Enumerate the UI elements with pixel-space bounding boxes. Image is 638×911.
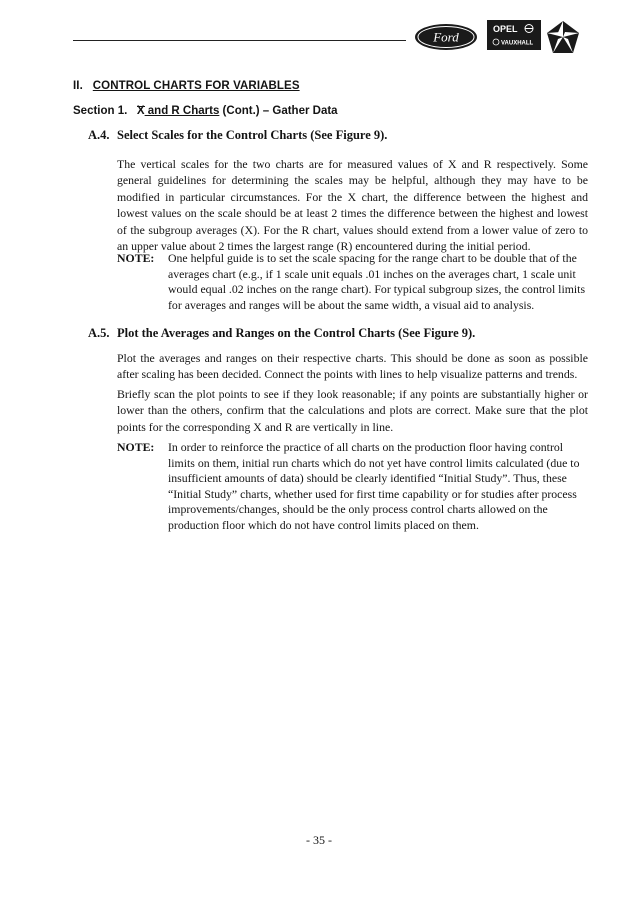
a5-heading: [88, 326, 475, 341]
a5-number: A.5.: [88, 326, 110, 340]
a5-note-label: NOTE:: [117, 440, 155, 454]
section-heading: [73, 105, 338, 117]
part-number: II.: [73, 80, 83, 92]
a4-note-body: One helpful guide is to set the scale spacing for the range chart to be double that of the averages chart (e.g., if 1 scale unit equals .01 inches on the averages chart, 1 scale unit would equal .02 inches on the range chart). For typical subgroup sizes, the control limits for averages and ranges will be about the same width, a visual aid to analysis.: [168, 251, 586, 312]
header-rule: [73, 40, 406, 41]
vauxhall-logo-text: VAUXHALL: [501, 40, 534, 47]
ford-logo: [414, 23, 478, 51]
section-suffix: (Cont.) – Gather Data: [219, 105, 338, 117]
a5-note-body: In order to reinforce the practice of all charts on the production floor having control limits on them, initial run charts which do not yet have control limits calculated (due to insufficient amounts of data) should be clearly identified “Initial Study”. Thus, these “Initial Study” charts, whether used for first time capability or for studies after process improvements/changes, should be the only process control charts allowed on the production floor which do not have control limits placed on them.: [168, 440, 580, 532]
x-bar-symbol: X: [136, 105, 145, 117]
page-number: - 35 -: [306, 833, 332, 847]
opel-logo-text: OPEL: [493, 24, 518, 34]
a5-note: [117, 440, 588, 534]
chrysler-pentastar-logo: [546, 20, 580, 54]
section-label: Section 1.: [73, 105, 128, 117]
a5-paragraph-2: Briefly scan the plot points to see if they look reasonable; if any points are substantially higher or lower than the others, confirm that the calculations and plots are correct. Make sure that the plot points for the corresponding X and R are vertically in line.: [117, 387, 588, 434]
ford-logo-text: Ford: [433, 29, 459, 45]
a4-paragraph: The vertical scales for the two charts are for measured values of X and R respectively. Some general guidelines for determining the scales may be helpful, although they may have to be modified in particular circumstances. For the X chart, the difference between the highest and lowest values on the scale should be at least 2 times the difference between the highest and lowest of the subgroup averages (X). For the R chart, values should extend from a lower value of zero to an upper value about 2 times the largest range (R) encountered during the initial period.: [117, 157, 588, 254]
opel-vauxhall-logo: [487, 20, 541, 50]
part-heading: [73, 80, 300, 92]
a4-title: Select Scales for the Control Charts (See Figure 9).: [117, 128, 388, 142]
a4-heading: [88, 128, 387, 143]
section-title: X and R Charts: [136, 105, 220, 117]
a4-note-label: NOTE:: [117, 251, 155, 265]
part-title: CONTROL CHARTS FOR VARIABLES: [92, 80, 300, 92]
a4-note: [117, 251, 588, 313]
a5-title: Plot the Averages and Ranges on the Control Charts (See Figure 9).: [117, 326, 476, 340]
a5-paragraph-1: Plot the averages and ranges on their respective charts. This should be done as soon as possible after scaling has been decided. Connect the points with lines to help visualize patterns and trends.: [117, 351, 588, 382]
a4-number: A.4.: [88, 128, 110, 142]
